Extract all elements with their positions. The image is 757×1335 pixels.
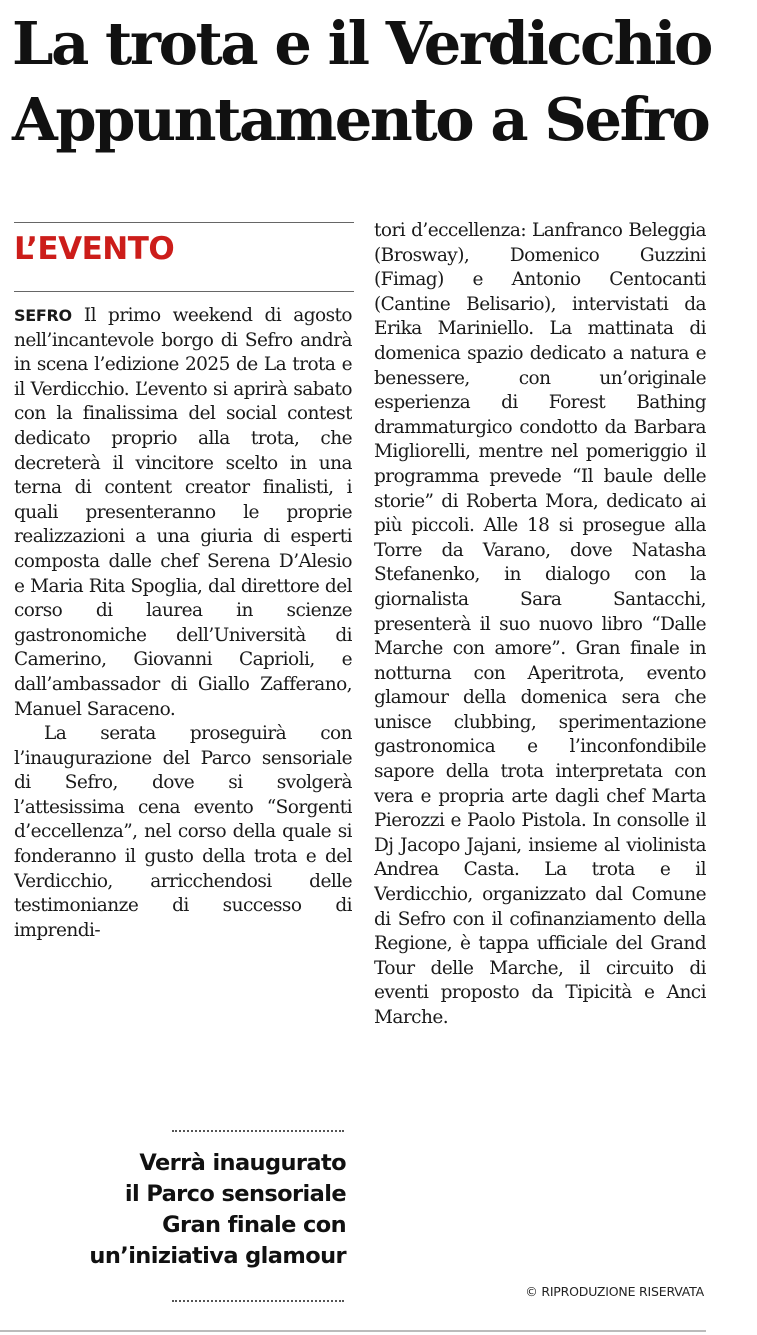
section-rule-top	[14, 222, 354, 223]
pull-quote-divider-top	[172, 1130, 344, 1132]
pull-quote-line-2: il Parco sensoriale	[124, 1181, 346, 1207]
page-bottom-rule	[0, 1330, 706, 1332]
dateline: SEFRO	[14, 306, 72, 325]
article-paragraph-2-part-1: La serata proseguirà con l’inaugurazione del Parco sensoriale di Sefro, dove si svolgerà l’attesissima cena evento “Sorgenti d’eccellenza”, nel corso della quale si fonderanno il gusto della trota e del Verdicchio, arricchendosi delle testimonianze di successo di imprendi-	[14, 723, 352, 941]
article-column-2	[374, 219, 706, 1274]
section-label: L’EVENTO	[14, 231, 175, 267]
copyright-credit: © RIPRODUZIONE RISERVATA	[525, 1284, 704, 1299]
headline-line-1: La trota e il Verdicchio	[12, 9, 711, 78]
pull-quote-line-1: Verrà inaugurato	[139, 1150, 346, 1176]
paragraph-1-text: Il primo weekend di agosto nell’incantevole borgo di Sefro andrà in scena l’edizione 2025 de La trota e il Verdicchio. L’evento si aprirà sabato con la finalissima del social contest dedicato proprio alla trota, che decreterà il vincitore scelto in una terna di content creator finalisti, i quali presenteranno le proprie realizzazioni a una giuria di esperti composta dalle chef Serena D’Alesio e Maria Rita Spoglia, dal direttore del corso di laurea in scienze gastronomiche dell’Università di Camerino, Giovanni Caprioli, e dall’ambassador di Giallo Zafferano, Manuel Saraceno.	[14, 305, 352, 720]
pull-quote-divider-bottom	[172, 1300, 344, 1302]
headline-line-2: Appuntamento a Sefro	[12, 85, 709, 154]
pull-quote	[20, 1148, 346, 1272]
pull-quote-line-3: Gran finale con	[162, 1212, 346, 1238]
pull-quote-line-4: un’iniziativa glamour	[89, 1243, 346, 1269]
article-paragraph-2-part-2: tori d’eccellenza: Lanfranco Beleggia (Brosway), Domenico Guzzini (Fimag) e Antonio Centocanti (Cantine Belisario), intervistati da Erika Mariniello. La mattinata di domenica spazio dedicato a natura e benessere, con un’originale esperienza di Forest Bathing drammaturgico condotto da Barbara Migliorelli, mentre nel pomeriggio il programma prevede “Il baule delle storie” di Roberta Mora, dedicato ai più piccoli. Alle 18 si prosegue alla Torre da Varano, dove Natasha Stefanenko, in dialogo con la giornalista Sara Santacchi, presenterà il suo nuovo libro “Dalle Marche con amore”. Gran finale in notturna con Aperitrota, evento glamour della domenica sera che unisce clubbing, sperimentazione gastronomica e l’inconfondibile sapore della trota interpretata con vera e propria arte dagli chef Marta Pierozzi e Paolo Pistola. In consolle il Dj Jacopo Jajani, insieme al violinista Andrea Casta. La trota e il Verdicchio, organizzato dal Comune di Sefro con il cofinanziamento della Regione, è tappa ufficiale del Grand Tour delle Marche, il circuito di eventi proposto da Tipicità e Anci Marche.	[374, 220, 706, 1028]
article-paragraph-1	[14, 304, 352, 722]
section-rule-bottom	[14, 291, 354, 292]
article-column-1	[14, 304, 352, 1124]
headline	[12, 6, 742, 158]
